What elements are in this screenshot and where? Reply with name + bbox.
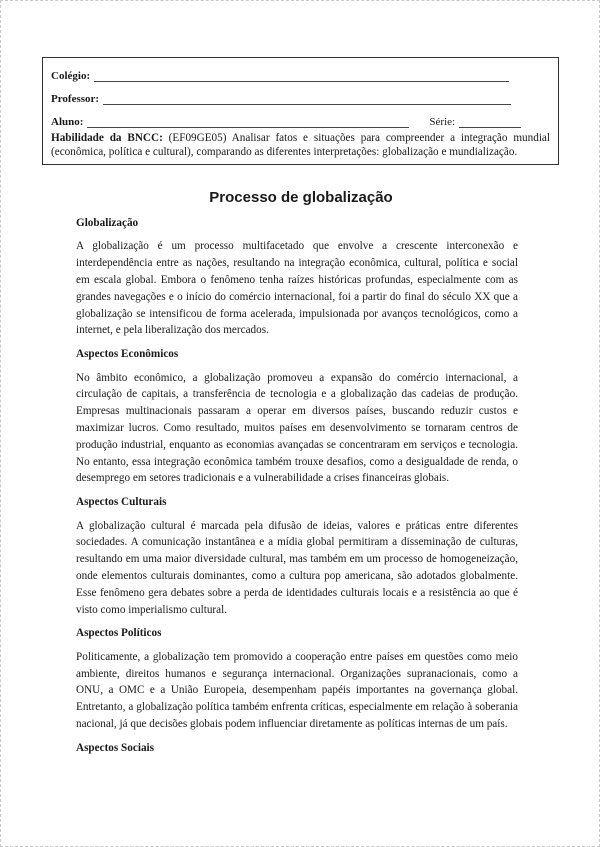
professor-field bbox=[51, 85, 550, 105]
section-body: No âmbito econômico, a globalização promoveu a expansão do comércio internacional, a circulação de capitais, a transferência de tecnologia e a globalização das cadeias de produção. Empresas multinacionais passaram a operar em diversos países, buscando reduzir custos e maximizar lucros. Como resultado, muitos países em desenvolvimento se tornaram centros de produção industrial, enquanto as economias avançadas se concentraram em serviços e tecnologia. No entanto, essa integração econômica também trouxe desafios, como a desigualdade de renda, o desemprego em setores tradicionais e a vulnerabilidade a crises financeiras globais. bbox=[76, 371, 518, 485]
document-title: Processo de globalização bbox=[209, 189, 393, 206]
section-culturais bbox=[76, 496, 518, 618]
section-heading: Aspectos Econômicos bbox=[76, 348, 179, 361]
section-economicos bbox=[76, 348, 518, 487]
professor-line bbox=[103, 92, 511, 105]
section-heading: Aspectos Políticos bbox=[76, 627, 162, 640]
section-heading: Globalização bbox=[76, 217, 139, 229]
section-heading: Aspectos Sociais bbox=[76, 741, 155, 754]
aluno-label: Aluno: bbox=[51, 116, 84, 128]
section-body: Politicamente, a globalização tem promovido a cooperação entre países em questões como meio ambiente, direitos humanos e segurança internacional. Organizações supranacionais, como a ONU, a OMC e a União Europeia, desempenham papéis importantes na governança global. Entretanto, a globalização política também enfrenta críticas, especialmente em relação à soberania nacional, já que decisões globais podem influenciar diretamente as políticas internas de um país. bbox=[76, 650, 518, 731]
colegio-line bbox=[94, 69, 509, 82]
colegio-field bbox=[51, 62, 550, 82]
section-globalizacao bbox=[76, 217, 518, 339]
section-heading: Aspectos Culturais bbox=[76, 496, 167, 509]
aluno-line bbox=[87, 115, 409, 128]
section-sociais bbox=[76, 742, 518, 755]
serie-label: Série: bbox=[429, 116, 456, 128]
header-box bbox=[42, 57, 559, 165]
colegio-label: Colégio: bbox=[51, 70, 91, 82]
bncc-text: (EF09GE05) Analisar fatos e situações para compreender a integração mundial (econômica, política e cultural), comparando as diferentes interpretações: globalização e mundialização. bbox=[51, 132, 550, 158]
section-body: A globalização cultural é marcada pela difusão de ideias, valores e práticas entre diferentes sociedades. A comunicação instantânea e a mídia global permitiram a disseminação de culturas, resultando em uma maior diversidade cultural, mas também em um processo de homogeneização, onde elementos culturais dominantes, como a cultura pop americana, são adotados globalmente. Esse fenômeno gera debates sobre a perda de identidades culturais locais e a resistência ao que é visto como imperialismo cultural. bbox=[76, 519, 518, 616]
aluno-field bbox=[51, 108, 550, 128]
bncc-skill bbox=[51, 131, 550, 159]
professor-label: Professor: bbox=[51, 93, 100, 105]
section-body: A globalização é um processo multifacetado que envolve a crescente interconexão e interdependência entre as nações, resultando na integração econômica, cultural, política e social em escala global. Embora o fenômeno tenha raízes históricas profundas, especialmente com as grandes navegações e o início do comércio internacional, foi a partir do final do século XX que a globalização se intensificou de forma acelerada, impulsionada por avanços tecnológicos, como a internet, e pela liberalização dos mercados. bbox=[76, 240, 518, 337]
section-politicos bbox=[76, 627, 518, 732]
serie-line bbox=[459, 115, 521, 128]
bncc-label: Habilidade da BNCC: bbox=[51, 132, 163, 144]
content bbox=[76, 217, 518, 763]
